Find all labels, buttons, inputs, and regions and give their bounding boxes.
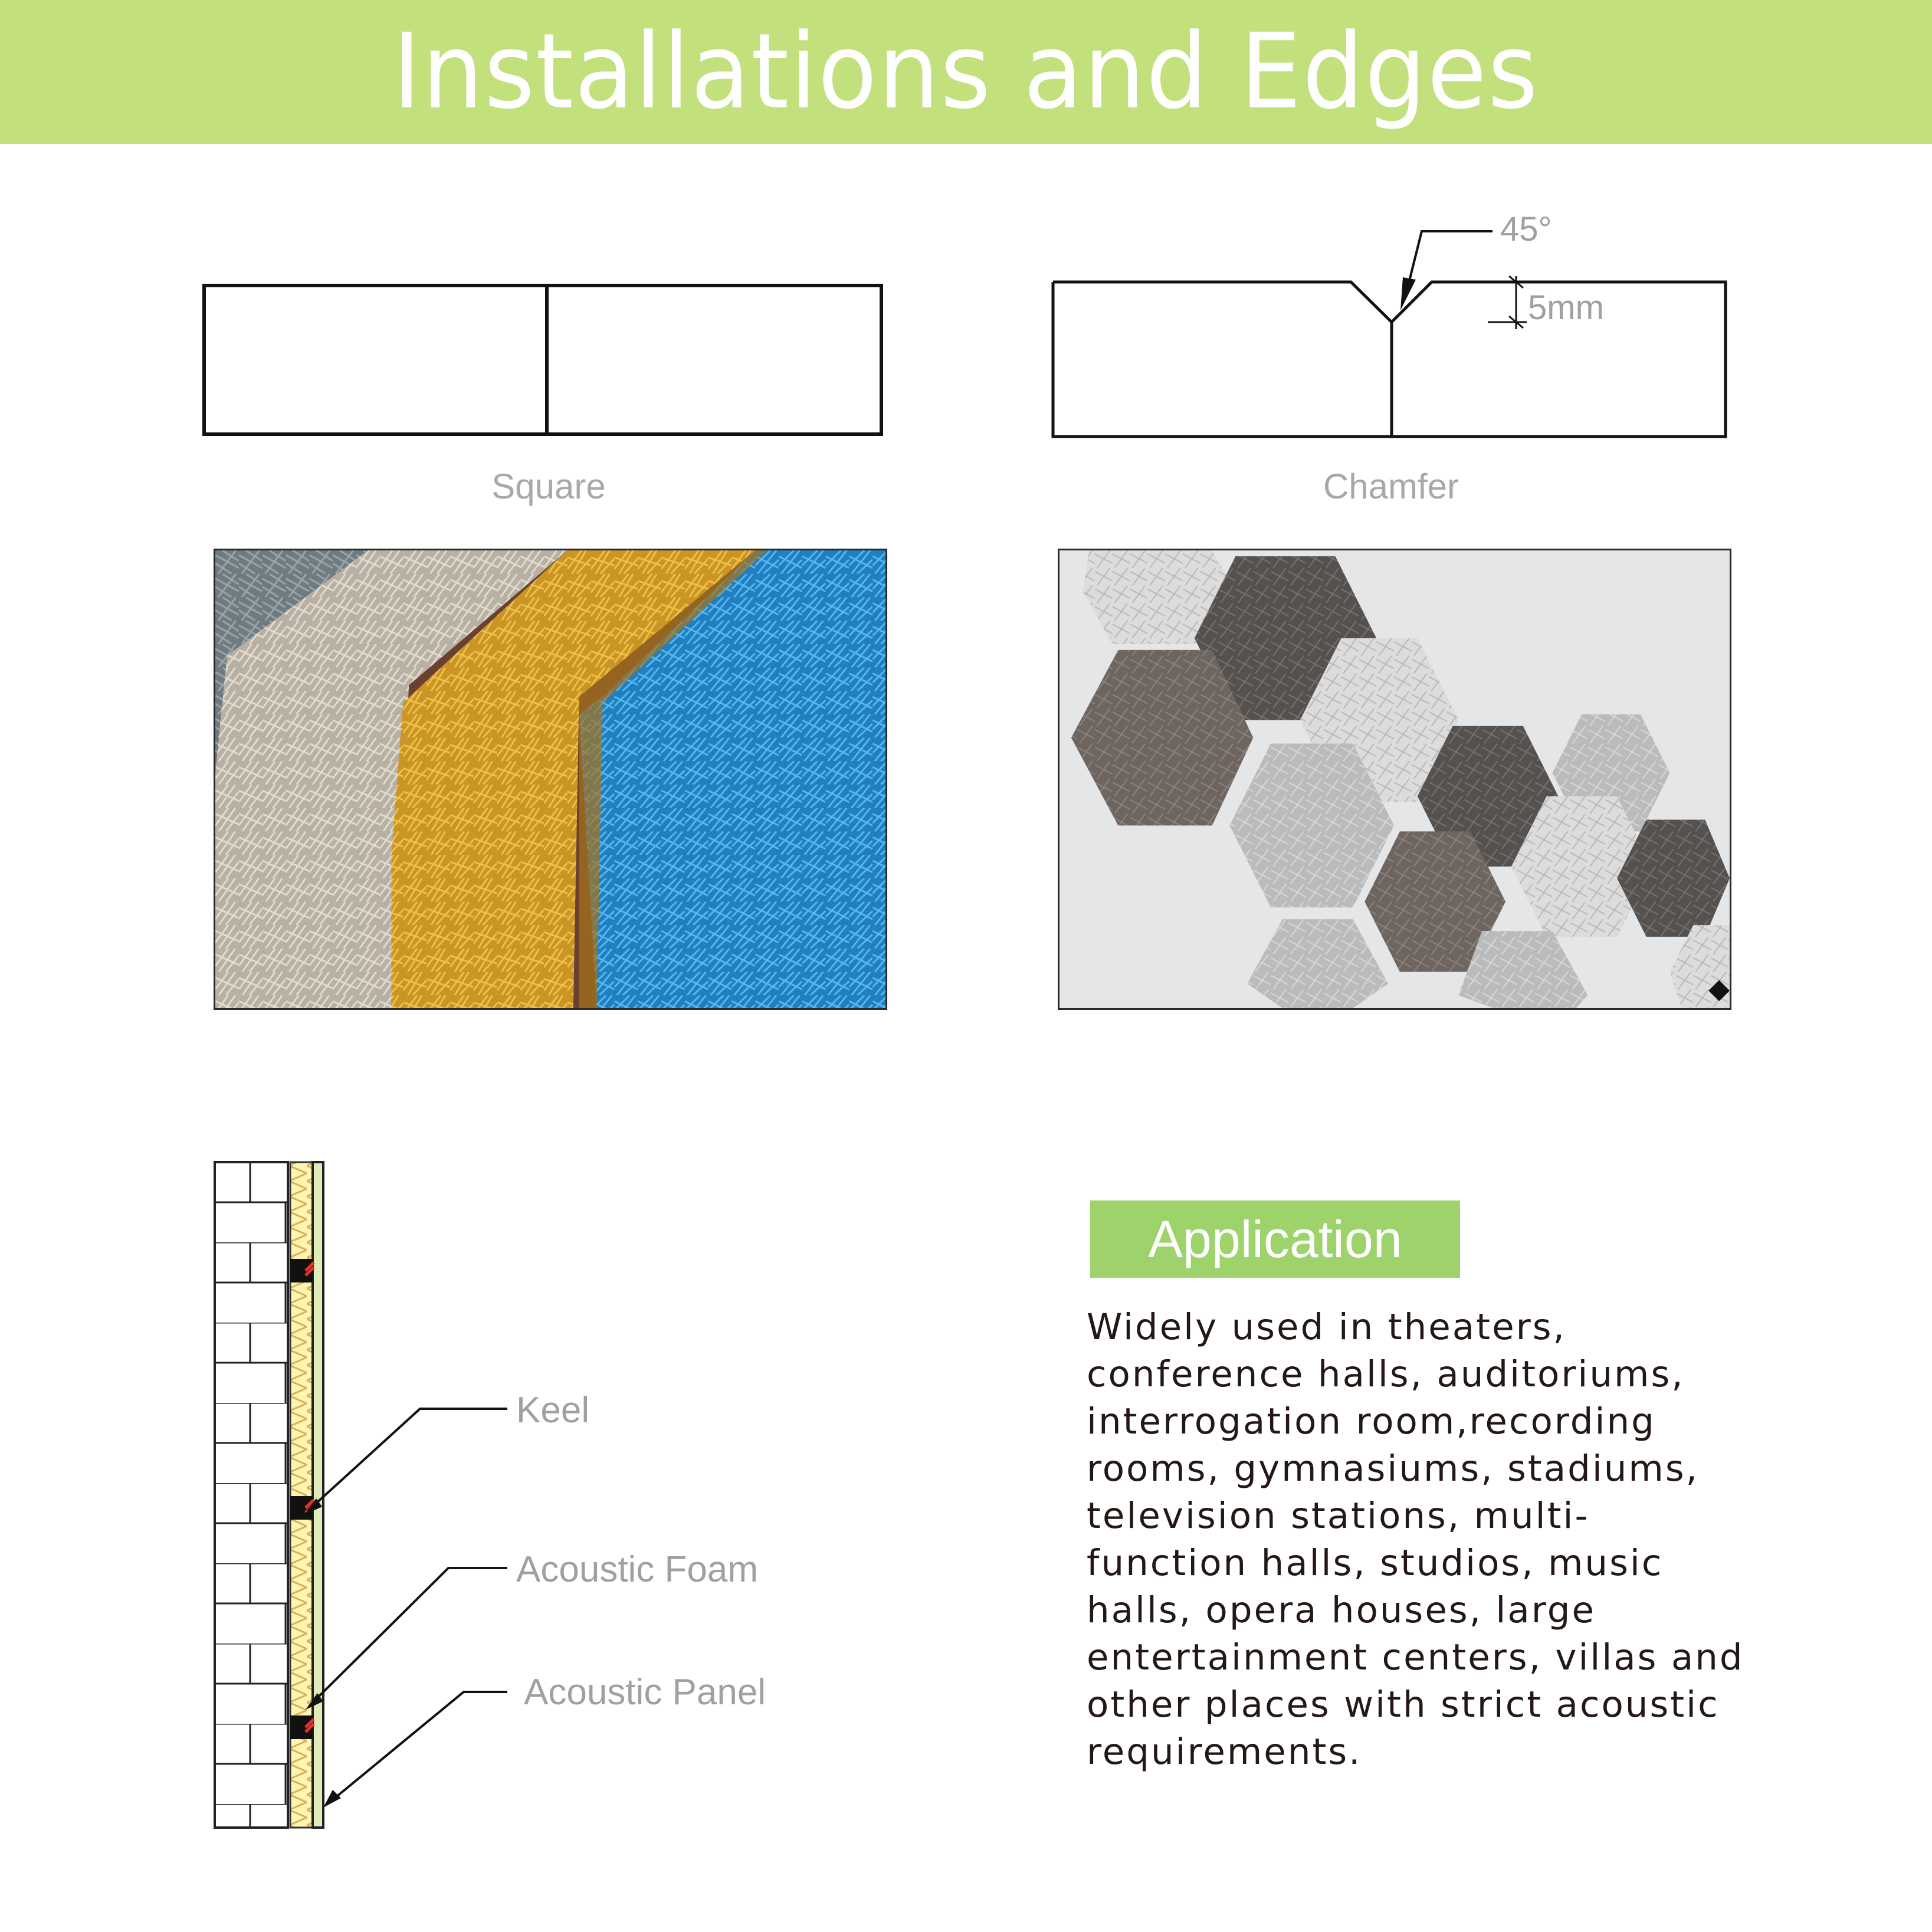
hexagon-panels-photo (1058, 549, 1731, 1010)
keel-3 (290, 1715, 314, 1739)
foam-leader-line (311, 1568, 507, 1704)
panel-leader-line (333, 1692, 507, 1799)
panel-arrow-icon (323, 1790, 341, 1808)
foam-label: Acoustic Foam (516, 1549, 759, 1590)
keel-1 (290, 1259, 314, 1282)
keel-leader-line (309, 1409, 507, 1510)
application-line: television stations, multi- (1087, 1495, 1590, 1537)
angle-label: 45° (1500, 210, 1552, 248)
application-line: conference halls, auditoriums, (1087, 1353, 1685, 1395)
application-line: interrogation room,recording (1087, 1400, 1656, 1442)
chamfer-edge-diagram (1044, 206, 1734, 442)
angle-leader-line (1409, 231, 1493, 283)
panel-label: Acoustic Panel (524, 1672, 766, 1713)
application-line: halls, opera houses, large (1087, 1589, 1596, 1631)
application-line: requirements. (1087, 1731, 1362, 1773)
application-line: entertainment centers, villas and (1087, 1636, 1744, 1678)
page-title: Installations and Edges (392, 11, 1540, 132)
header-banner (0, 0, 1932, 144)
application-title: Application (1148, 1209, 1402, 1268)
keel-label: Keel (516, 1390, 590, 1431)
brick-wall (215, 1162, 288, 1828)
application-line: Widely used in theaters, (1087, 1306, 1566, 1348)
installation-cross-section (201, 1150, 826, 1835)
application-heading-box (1090, 1200, 1460, 1278)
application-line: rooms, gymnasiums, stadiums, (1087, 1448, 1700, 1490)
square-caption: Square (491, 467, 606, 506)
depth-label: 5mm (1528, 288, 1604, 327)
square-edge-diagram (195, 277, 891, 442)
application-line: function halls, studios, music (1087, 1542, 1664, 1584)
application-description (1087, 1304, 1871, 1776)
chamfer-caption: Chamfer (1323, 467, 1459, 506)
square-panels-photo (214, 549, 887, 1010)
square-edge-outline (204, 286, 881, 434)
chamfer-left-panel (1053, 282, 1392, 437)
application-line: other places with strict acoustic (1087, 1684, 1720, 1726)
acoustic-panel-layer (313, 1162, 323, 1828)
